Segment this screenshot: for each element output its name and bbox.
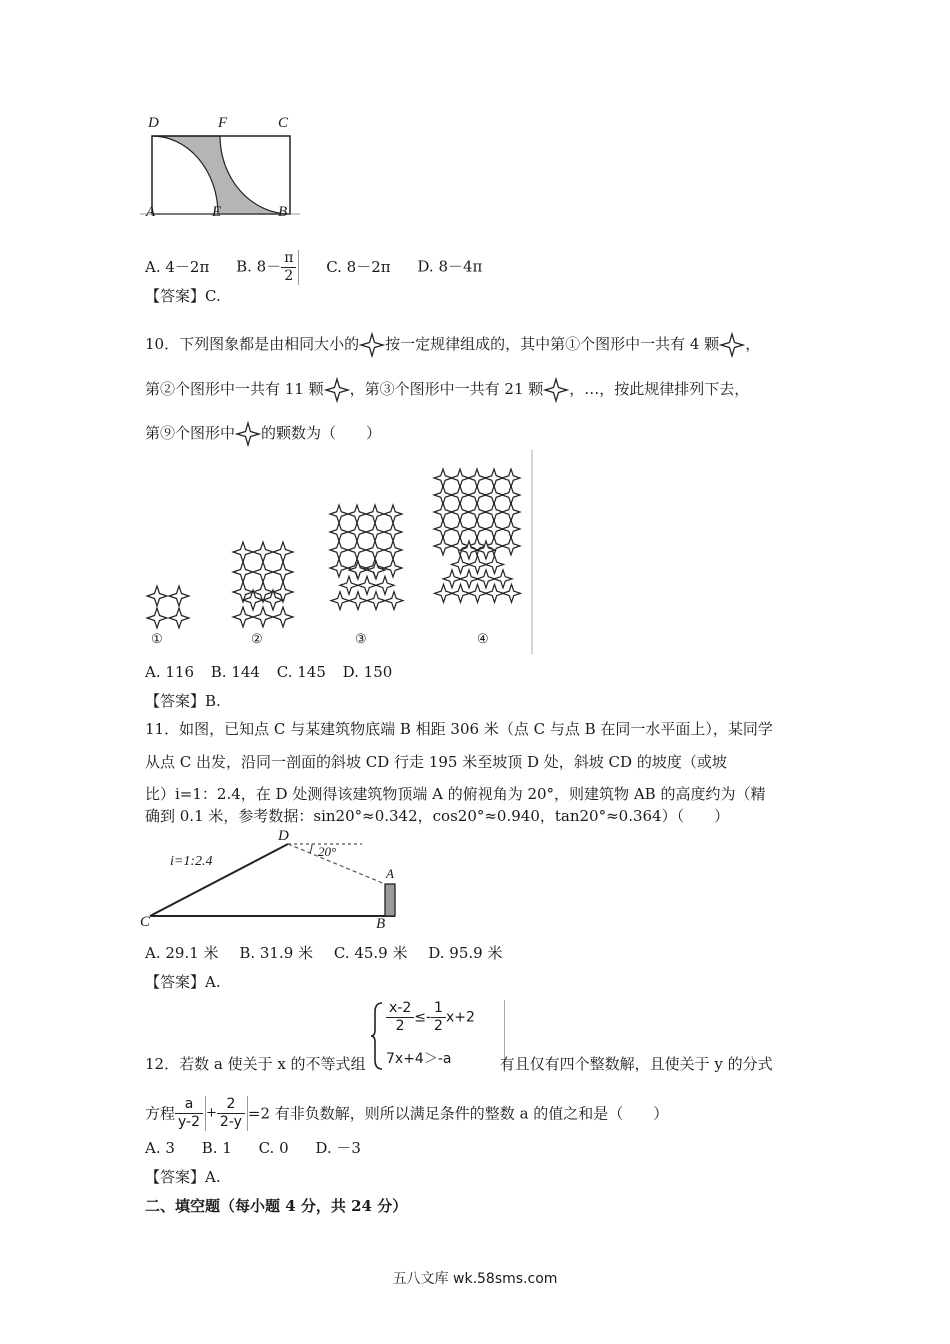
label-A: A bbox=[146, 204, 156, 220]
q9-options bbox=[145, 250, 482, 285]
q11-label-slope: i=1:2.4 bbox=[170, 854, 213, 869]
pattern-star-icon bbox=[348, 523, 366, 541]
pattern-star-icon bbox=[169, 586, 189, 606]
label-F: F bbox=[218, 115, 228, 131]
q10-option-a: A. 116 bbox=[145, 663, 194, 681]
q9-option-b-fraction: $\frac{\pi}{2}$ bbox=[281, 250, 299, 285]
label-C: C bbox=[278, 115, 289, 131]
star-icon bbox=[359, 332, 385, 358]
pattern-star-icon bbox=[349, 592, 367, 610]
pattern-star-icon bbox=[253, 562, 273, 582]
q9-answer: 【答案】C. bbox=[145, 287, 221, 305]
pattern-star-icon bbox=[367, 592, 385, 610]
system-frac-2: $\frac{1}{2}$ bbox=[431, 1000, 446, 1035]
system-frac-1: $\frac{x-2}{2}$ bbox=[386, 1000, 414, 1035]
q9-figure bbox=[140, 112, 300, 224]
pattern-star-icon bbox=[384, 523, 402, 541]
pattern-star-icon bbox=[366, 523, 384, 541]
q11-line4: 确到 0.1 米，参考数据：sin20°≈0.342，cos20°≈0.940，tan20°≈0.364）（ ） bbox=[145, 807, 730, 825]
q12-option-d: D. －3 bbox=[315, 1139, 361, 1157]
pattern-star-icon bbox=[147, 586, 167, 606]
pattern-star-icon bbox=[376, 576, 394, 594]
pattern-star-icon bbox=[494, 570, 512, 588]
system-row-2: 7x+4＞-a bbox=[386, 1051, 452, 1067]
pattern-star-icon bbox=[330, 523, 348, 541]
q11-label-D: D bbox=[278, 828, 289, 844]
q10-option-b: B. 144 bbox=[210, 663, 260, 681]
pattern-star-icon bbox=[384, 505, 402, 523]
star-icon bbox=[543, 377, 569, 403]
pattern-star-icon bbox=[366, 541, 384, 559]
pattern-star-icon bbox=[384, 541, 402, 559]
q11-option-d: D. 95.9 米 bbox=[428, 944, 503, 962]
q10-line2: 第②个图形中一共有 11 颗 ，第③个图形中一共有 21 颗 ，…，按此规律排列下去， bbox=[145, 377, 749, 403]
pattern-star-icon bbox=[233, 542, 253, 562]
q12-line2: 方程 $\frac{a}{y-2}$ + $\frac{2}{2-y}$ =2 有非负数解，则所以满足条件的整数 a 的值之和是（ ） bbox=[145, 1096, 669, 1130]
q12-frac-2: $\frac{2}{2-y}$ bbox=[217, 1096, 248, 1131]
system-row-1: $\frac{x-2}{2}$ ≤- $\frac{1}{2}$ x+2 bbox=[386, 1000, 475, 1035]
pattern-star-icon bbox=[340, 576, 358, 594]
pattern-star-icon bbox=[330, 541, 348, 559]
q12-frac-1: $\frac{a}{y-2}$ bbox=[175, 1096, 206, 1131]
q9-option-b: B. 8－ bbox=[236, 257, 282, 276]
pattern-label-3: ③ bbox=[355, 632, 367, 647]
pattern-star-icon bbox=[253, 542, 273, 562]
pattern-star-icon bbox=[273, 542, 293, 562]
pattern-label-2: ② bbox=[251, 632, 263, 647]
q12-line1: 12．若数 a 使关于 x 的不等式组 有且仅有四个整数解，且使关于 y 的分式 bbox=[145, 1055, 773, 1073]
q11-line2: 从点 C 出发，沿同一剖面的斜坡 CD 行走 195 米至坡顶 D 处，斜坡 CD 的坡度（或坡 bbox=[145, 753, 727, 771]
pattern-star-icon bbox=[366, 505, 384, 523]
pattern-star-icon bbox=[385, 592, 403, 610]
pattern-star-icon bbox=[233, 562, 253, 582]
q11-option-a: A. 29.1 米 bbox=[145, 944, 219, 962]
q10-answer: 【答案】B. bbox=[145, 692, 221, 710]
q11-slope-diagram bbox=[140, 832, 410, 936]
pattern-label-1: ① bbox=[151, 632, 163, 647]
star-icon bbox=[235, 421, 261, 447]
pattern-star-icon bbox=[486, 555, 504, 573]
q11-figure bbox=[140, 828, 410, 936]
pattern-star-icon bbox=[169, 608, 189, 628]
q9-option-a: A. 4－2π bbox=[145, 257, 210, 276]
star-icon bbox=[719, 332, 745, 358]
label-E: E bbox=[212, 204, 222, 220]
pattern-star-icon bbox=[273, 607, 293, 627]
q11-answer: 【答案】A. bbox=[145, 973, 221, 991]
q12-option-c: C. 0 bbox=[258, 1139, 289, 1157]
q12-answer: 【答案】A. bbox=[145, 1168, 221, 1186]
pattern-star-icon bbox=[349, 561, 367, 579]
q11-option-c: C. 45.9 米 bbox=[333, 944, 408, 962]
q9-option-d: D. 8－4π bbox=[417, 257, 483, 276]
q11-option-b: B. 31.9 米 bbox=[239, 944, 314, 962]
page-footer: 五八文库 wk.58sms.com bbox=[392, 1271, 558, 1287]
pattern-star-icon bbox=[273, 562, 293, 582]
pattern-star-icon bbox=[358, 576, 376, 594]
q10-pattern-figure bbox=[143, 450, 535, 654]
q11-label-C: C bbox=[140, 914, 151, 930]
pattern-star-icon bbox=[330, 559, 348, 577]
q12-options bbox=[145, 1138, 361, 1158]
q12-option-b: B. 1 bbox=[201, 1139, 232, 1157]
q10-line3: 第⑨个图形中 的颗数为（ ） bbox=[145, 421, 381, 447]
pattern-star-icon bbox=[348, 505, 366, 523]
q10-option-d: D. 150 bbox=[342, 663, 393, 681]
q11-line1: 11．如图，已知点 C 与某建筑物底端 B 相距 306 米（点 C 与点 B 在同一水平面上），某同学 bbox=[145, 720, 773, 738]
pattern-star-icon bbox=[330, 505, 348, 523]
q12-option-a: A. 3 bbox=[145, 1139, 175, 1157]
pattern-star-icon bbox=[253, 607, 273, 627]
pattern-star-icon bbox=[384, 559, 402, 577]
q10-options bbox=[145, 662, 392, 682]
star-icon bbox=[324, 377, 350, 403]
pattern-star-icon bbox=[503, 584, 521, 602]
pattern-star-icon bbox=[233, 607, 253, 627]
q11-label-A: A bbox=[386, 866, 394, 881]
q10-line1: 10．下列图象都是由相同大小的 按一定规律组成的，其中第①个图形中一共有 4 颗 ， bbox=[145, 332, 760, 358]
pattern-label-4: ④ bbox=[477, 632, 489, 647]
pattern-star-icon bbox=[348, 541, 366, 559]
q11-label-B: B bbox=[376, 916, 386, 932]
pattern-star-icon bbox=[502, 537, 520, 555]
q11-line3: 比）i=1：2.4，在 D 处测得该建筑物顶端 A 的俯视角为 20°，则建筑物 AB 的高度约为（精 bbox=[145, 785, 766, 803]
q9-option-c: C. 8－2π bbox=[326, 257, 391, 276]
q11-options bbox=[145, 943, 502, 963]
pattern-star-icon bbox=[367, 561, 385, 579]
q10-star-patterns bbox=[143, 450, 535, 654]
q11-label-angle: 20° bbox=[318, 844, 337, 859]
q10-option-c: C. 145 bbox=[276, 663, 326, 681]
pattern-star-icon bbox=[147, 608, 167, 628]
label-B: B bbox=[278, 204, 288, 220]
section-2-title: 二、填空题（每小题 4 分，共 24 分） bbox=[145, 1197, 408, 1215]
label-D: D bbox=[148, 115, 159, 131]
pattern-star-icon bbox=[331, 592, 349, 610]
